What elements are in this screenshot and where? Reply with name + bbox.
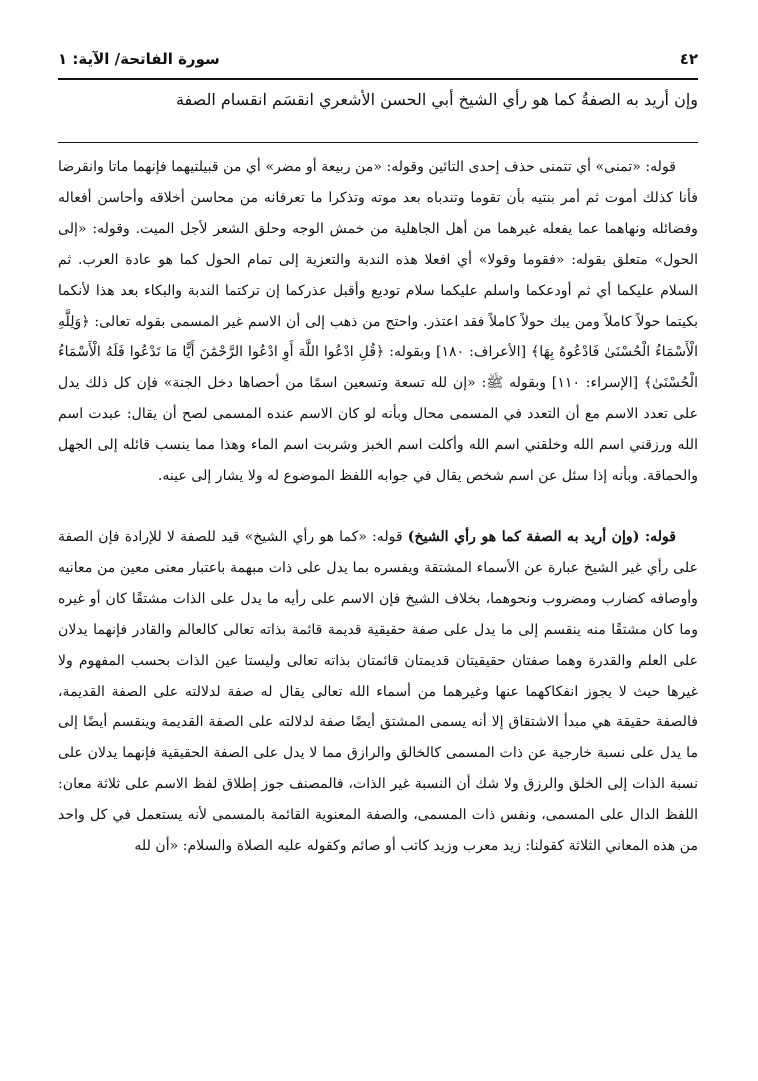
paragraph-text: قوله: «كما هو رأي الشيخ» قيد للصفة لا للإرادة فإن الصفة على رأي غير الشيخ عبارة عن الأسماء المشتقة ويفسره بما يدل على ذات مبهمة باعتبار معنى معين من معانيه وأوصافه كضارب ومضروب ونحوهما، بخلاف الشيخ فإن الاسم على رأيه ما يدل على الذات مشتقًا كان أو غيره وما كان مشتقًا منه ينقسم إلى ما يدل على صفة حقيقية قديمة قائمة بذاته تعالى كالعالم والقادر فإنهما يدلان على العلم والقدرة وهما صفتان حقيقيتان قديمتان قائمتان بذاته تعالى وليستا عين الذات بحسب المفهوم ولا غيرها حيث لا يجوز انفكاكهما عنها وغيرهما من أسماء الله تعالى يقال له صفة لدلالته على الصفة القديمة، فالصفة حقيقة هي مبدأ الاشتقاق إلا أنه يسمى المشتق أيضًا صفة لدلالته على الصفة القديمة وينقسم أيضًا إلى ما يدل على نسبة خارجية عن ذات المسمى كالخالق والرازق مما لا يدل على الصفة الحقيقية فإنهما يدلان على نسبة الذات إلى الخلق والرزق ولا شك أن النسبة غير الذات، فالمصنف جوز إطلاق لفظ الاسم على ثلاثة معان: اللفظ الدال على المسمى، ونفس ذات المسمى، والصفة المعنوية القائمة بالمسمى لأنه يستعمل في كل واحد من هذه المعاني الثلاثة كقولنا: زيد معرب وزيد كاتب أو صائم وكقوله عليه الصلاة والسلام: «أن لله xyxy=(58,528,698,855)
paragraph-text: قوله: «تمنى» أي تتمنى حذف إحدى التائين وقوله: «من ربيعة أو مضر» أي من قبيلتيهما فإنهما ماتا وانقرضا فأنا كذلك أموت ثم أمر بنتيه بأن تقوما وتندباه بعد موته وتذكرا ما تعرفانه من محاسن أخلاقه وأحاسن أفعاله وفضائله ونهاهما عما يفعله غيرهما من أهل الجاهلية من خمش الوجه وحلق الشعر لأجل الميت. وقوله: «إلى الحول» متعلق بقوله: «فقوما وقولا» أي افعلا هذه الندبة والتعزية إلى تمام الحول كما هو عادة العرب. ثم السلام عليكما أي ثم أودعكما واسلم عليكما سلام توديع وأقبل عذركما إن تركتما الندبة والبكاء بعد هذا لأنكما بكيتما حولاً كاملاً ومن يبك حولاً كاملاً فقد اعتذر. واحتج من ذهب إلى أن الاسم غير المسمى بقوله تعالى: ﴿وَلِلَّهِ الْأَسْمَاءُ الْحُسْنَىٰ فَادْعُوهُ بِهَا﴾ [الأعراف: ١٨٠] وبقوله: ﴿قُلِ ادْعُوا اللَّهَ أَوِ ادْعُوا الرَّحْمَٰنَ أَيًّا مَا تَدْعُوا فَلَهُ الْأَسْمَاءُ الْحُسْنَىٰ﴾ [الإسراء: ١١٠] وبقوله ﷺ: «إن لله تسعة وتسعين اسمًا من أحصاها دخل الجنة» فإن كل ذلك يدل على تعدد الاسم مع أن التعدد في المسمى محال وبأنه لو كان الاسم عنده المسمى لصح أن يقال: عبدت اسم الله ورزقني اسم الله وخلقني اسم الله وأكلت اسم الخبز وشربت اسم الماء وهذا مما ينسب قائله إلى الجهل والحماقة. وبأنه إذا سئل عن اسم شخص يقال في جوابه اللفظ الموضوع له ولا يشار إلى عينه. xyxy=(58,159,698,485)
commentary-paragraph xyxy=(58,152,698,492)
main-text-divider xyxy=(58,142,698,143)
commentary-body xyxy=(58,152,698,862)
page-number: ٤٢ xyxy=(679,50,698,68)
paragraph-lead: قوله: (وإن أريد به الصفة كما هو رأي الشيخ) xyxy=(407,528,677,545)
running-title: سورة الفاتحة/ الآية: ١ xyxy=(58,50,220,68)
header-divider xyxy=(58,78,698,80)
main-text-line: وإن أريد به الصفةُ كما هو رأي الشيخ أبي الحسن الأشعري انقسَم انقسام الصفة xyxy=(175,90,698,109)
running-header xyxy=(58,44,698,74)
commentary-paragraph xyxy=(58,522,698,862)
